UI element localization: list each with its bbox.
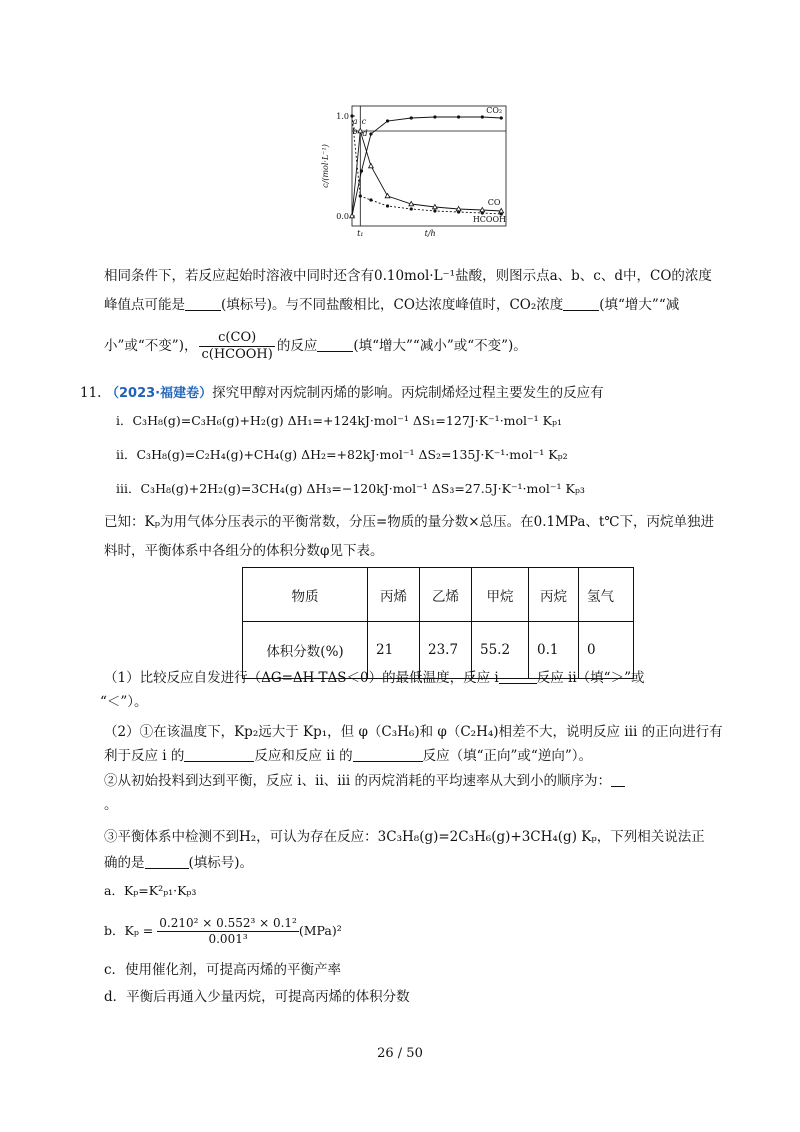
sub1-text-a: （1）比较反应自发进行（ΔG=ΔH-TΔS＜0）的最低温度，反应 ⅰ — [104, 670, 499, 686]
point-label: c — [361, 117, 367, 126]
q10-line-3 — [104, 330, 527, 363]
sub2-line-2 — [104, 746, 592, 766]
sub2-line-3 — [104, 771, 625, 791]
value-cell: 0.1 — [529, 622, 579, 679]
option-a: a．Kₚ=K²ₚ₁·Kₚ₃ — [104, 883, 197, 898]
value-cell: 0 — [579, 622, 634, 679]
value-cell: 23.7 — [420, 622, 472, 679]
answer-blank-compare[interactable] — [499, 669, 537, 684]
data-point — [360, 169, 363, 172]
sub3-line-1: ③平衡体系中检测不到H₂，可认为存在反应：3C₃H₈(g)=2C₃H₆(g)+3CH₄(g) Kₚ，下列相关说法正 — [104, 829, 705, 845]
ratio-numerator: c(CO) — [199, 330, 274, 347]
data-point — [457, 115, 460, 118]
q10-l2-d: (填“增大”“减 — [599, 297, 680, 313]
header-cell: 丙烯 — [368, 568, 420, 622]
table-header-row — [243, 568, 634, 622]
sub1-line-1 — [104, 668, 644, 688]
x-axis-label: t/h — [424, 229, 436, 238]
answer-blank-rate-order[interactable] — [611, 772, 625, 787]
data-point — [369, 198, 372, 201]
header-cell: 甲烷 — [472, 568, 529, 622]
sub2-rate-text: ②从初始投料到达到平衡，反应 ⅰ、ⅱ、ⅲ 的丙烷消耗的平均速率从大到小的顺序为： — [104, 773, 611, 789]
q10-l2-b: (填标号)。与不同盐酸相比，CO达浓度峰值时， — [221, 297, 510, 313]
data-point — [410, 116, 413, 119]
data-point — [500, 116, 503, 119]
known-line-1: 已知：Kₚ为用气体分压表示的平衡常数，分压=物质的量分数×总压。在0.1MPa、t℃下，丙烷单独进 — [104, 514, 714, 530]
answer-blank-direction-i[interactable] — [184, 747, 254, 762]
series-label: HCOOH — [472, 215, 507, 224]
data-point — [386, 204, 389, 207]
option-c: c．使用催化剂，可提高丙烯的平衡产率 — [104, 962, 342, 978]
option-b-denominator: 0.001³ — [208, 932, 248, 946]
header-cell: 乙烯 — [420, 568, 472, 622]
reaction-ii: ⅱ．C₃H₈(g)=C₂H₄(g)+CH₄(g) ΔH₂=+82kJ·mol⁻¹ ΔS₂=135J·K⁻¹·mol⁻¹ Kₚ₂ — [116, 447, 568, 462]
point-label: d — [362, 129, 368, 138]
data-point — [369, 132, 372, 135]
row-label-cell: 体积分数(%) — [243, 622, 368, 679]
series-line-0 — [352, 117, 501, 216]
data-point — [481, 115, 484, 118]
sub3-line-2 — [104, 853, 253, 873]
sub2-line-1: （2）①在该温度下，Kp₂远大于 Kp₁，但 φ（C₃H₆)和 φ（C₂H₄)相差不大，说明反应 ⅲ 的正向进行有 — [104, 724, 723, 740]
reaction-i: ⅰ．C₃H₈(g)=C₃H₆(g)+H₂(g) ΔH₁=+124kJ·mol⁻¹ ΔS₁=127J·K⁻¹·mol⁻¹ Kₚ₁ — [116, 413, 562, 428]
header-cell: 丙烷 — [529, 568, 579, 622]
chart-svg — [320, 98, 520, 263]
q10-line-1: 相同条件下，若反应起始时溶液中同时还含有0.10mol·L⁻¹盐酸，则图示点a、b、c、d中，CO的浓度 — [104, 268, 712, 284]
option-b-prefix: b．Kₚ = — [104, 923, 154, 938]
series-line-1 — [352, 131, 501, 216]
answer-blank-direction-ii[interactable] — [353, 747, 423, 762]
q10-line-2 — [104, 295, 679, 315]
y-axis-label: c/(mol·L⁻¹) — [321, 144, 330, 188]
question-number: 11. — [80, 385, 102, 401]
x-tick-label: t₁ — [357, 229, 364, 238]
q11-stem-text: 探究甲醇对丙烷制丙烯的影响。丙烷制烯烃过程主要发生的反应有 — [212, 385, 604, 401]
y-tick-label: 1.0 — [336, 112, 349, 121]
point-label: b — [352, 127, 358, 136]
q10-l3-c: (填“增大”“减小”或“不变”)。 — [353, 338, 527, 354]
data-point — [410, 207, 413, 210]
value-cell: 21 — [368, 622, 420, 679]
data-point — [433, 115, 436, 118]
volume-fraction-table — [242, 567, 634, 679]
page-number: 26 / 50 — [377, 1046, 423, 1061]
header-cell: 物质 — [243, 568, 368, 622]
q10-l3-b: 的反应 — [276, 338, 318, 354]
sub3-text-b: (填标号)。 — [188, 855, 254, 871]
data-point — [457, 210, 460, 213]
known-line-2: 料时，平衡体系中各组分的体积分数φ见下表。 — [104, 543, 384, 559]
option-b-unit: (MPa)² — [298, 923, 342, 938]
point-label: a — [352, 117, 358, 126]
q11-stem — [80, 383, 604, 404]
y-tick-label: 0.0 — [336, 212, 349, 221]
sub2-text-c: 反应（填“正向”或“逆向”）。 — [422, 748, 592, 764]
sub2-text-b: 反应和反应 ⅱ 的 — [254, 748, 353, 764]
option-d: d．平衡后再通入少量丙烷，可提高丙烯的体积分数 — [104, 989, 410, 1005]
reaction-iii: ⅲ．C₃H₈(g)+2H₂(g)=3CH₄(g) ΔH₃=−120kJ·mol⁻¹ ΔS₃=27.5J·K⁻¹·mol⁻¹ Kₚ₃ — [116, 481, 585, 496]
series-label: CO₂ — [486, 106, 503, 115]
data-point — [359, 194, 362, 197]
sub2-text-a: 利于反应 ⅰ 的 — [104, 748, 185, 764]
data-point — [385, 193, 390, 197]
ratio-denominator: c(HCOOH) — [201, 347, 273, 362]
option-b-numerator: 0.210² × 0.552³ × 0.1² — [159, 916, 297, 930]
option-b — [104, 916, 342, 947]
q10-l2-a: 峰值点可能是 — [104, 297, 185, 313]
value-cell: 55.2 — [472, 622, 529, 679]
sub1-text-b: 反应 ⅱ（填“＞”或 — [536, 670, 645, 686]
sub3-text-a: 确的是 — [104, 855, 145, 871]
concentration-ratio — [199, 330, 274, 363]
answer-blank-co2[interactable] — [563, 296, 599, 311]
answer-blank-ratio[interactable] — [317, 337, 353, 352]
answer-blank-choice[interactable] — [145, 854, 189, 869]
data-point — [433, 209, 436, 212]
data-point — [386, 119, 389, 122]
option-b-fraction — [157, 916, 299, 947]
sub2-line-4: 。 — [104, 797, 118, 813]
answer-blank-peak[interactable] — [185, 296, 221, 311]
q10-l3-a: 小”或“不变”)， — [104, 338, 198, 354]
q10-l2-c: CO₂浓度 — [509, 297, 564, 313]
data-point — [369, 163, 374, 167]
header-cell: 氢气 — [579, 568, 634, 622]
series-label: CO — [487, 198, 501, 207]
sub1-line-2: “＜”）。 — [100, 694, 148, 710]
source-tag: （2023·福建卷） — [106, 386, 213, 401]
concentration-chart — [320, 98, 520, 263]
